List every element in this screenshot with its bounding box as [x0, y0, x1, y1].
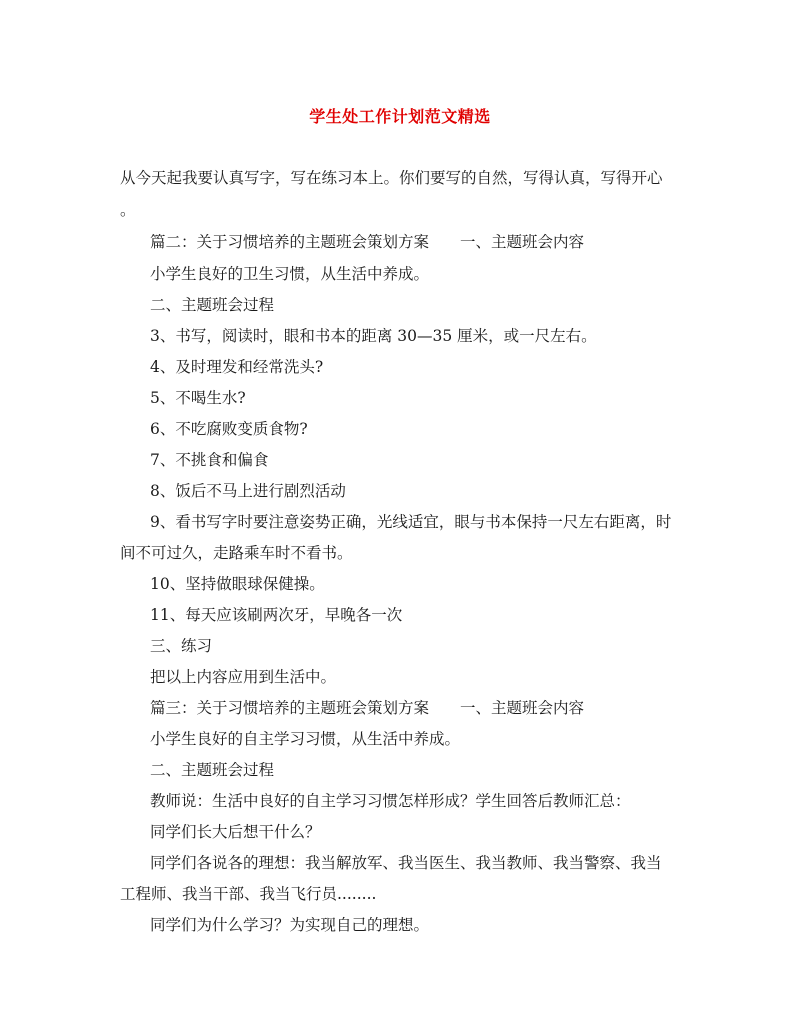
paragraph-line: 把以上内容应用到生活中。 [150, 668, 337, 686]
paragraph-line: 同学们各说各的理想：我当解放军、我当医生、我当教师、我当警察、我当 [150, 854, 662, 872]
paragraph-line: 8、饭后不马上进行剧烈活动 [150, 482, 346, 500]
paragraph-line: 间不可过久，走路乘车时不看书。 [120, 544, 353, 562]
paragraph-line: 9、看书写字时要注意姿势正确，光线适宜，眼与书本保持一尺左右距离，时 [150, 513, 672, 531]
paragraph-line: 从今天起我要认真写字，写在练习本上。你们要写的自然，写得认真，写得开心 [120, 169, 663, 187]
paragraph-line: 三、练习 [150, 637, 213, 655]
paragraph-line: 4、及时理发和经常洗头? [150, 358, 324, 376]
paragraph-line: 。 [120, 201, 136, 219]
paragraph-line: 6、不吃腐败变质食物? [150, 420, 308, 438]
paragraph-line: 7、不挑食和偏食 [150, 451, 269, 469]
paragraph-line: 小学生良好的卫生习惯，从生活中养成。 [150, 265, 430, 283]
paragraph-line: 篇二：关于习惯培养的主题班会策划方案 一、主题班会内容 [150, 233, 585, 251]
paragraph-line: 二、主题班会过程 [150, 761, 275, 779]
paragraph-line: 二、主题班会过程 [150, 296, 275, 314]
paragraph-line: 3、书写，阅读时，眼和书本的距离 30—35 厘米，或一尺左右。 [150, 327, 597, 345]
paragraph-line: 篇三：关于习惯培养的主题班会策划方案 一、主题班会内容 [150, 699, 585, 717]
document-title: 学生处工作计划范文精选 [309, 107, 491, 126]
paragraph-line: 工程师、我当干部、我当飞行员........ [120, 885, 377, 903]
paragraph-line: 5、不喝生水? [150, 389, 246, 407]
paragraph-line: 同学们为什么学习？为实现自己的理想。 [150, 916, 430, 934]
paragraph-line: 教师说：生活中良好的自主学习习惯怎样形成？学生回答后教师汇总： [150, 792, 631, 810]
paragraph-line: 10、坚持做眼球保健操。 [150, 575, 325, 593]
paragraph-line: 同学们长大后想干什么？ [150, 823, 321, 841]
paragraph-line: 小学生良好的自主学习习惯，从生活中养成。 [150, 730, 461, 748]
paragraph-line: 11、每天应该刷两次牙，早晚各一次 [150, 606, 403, 624]
